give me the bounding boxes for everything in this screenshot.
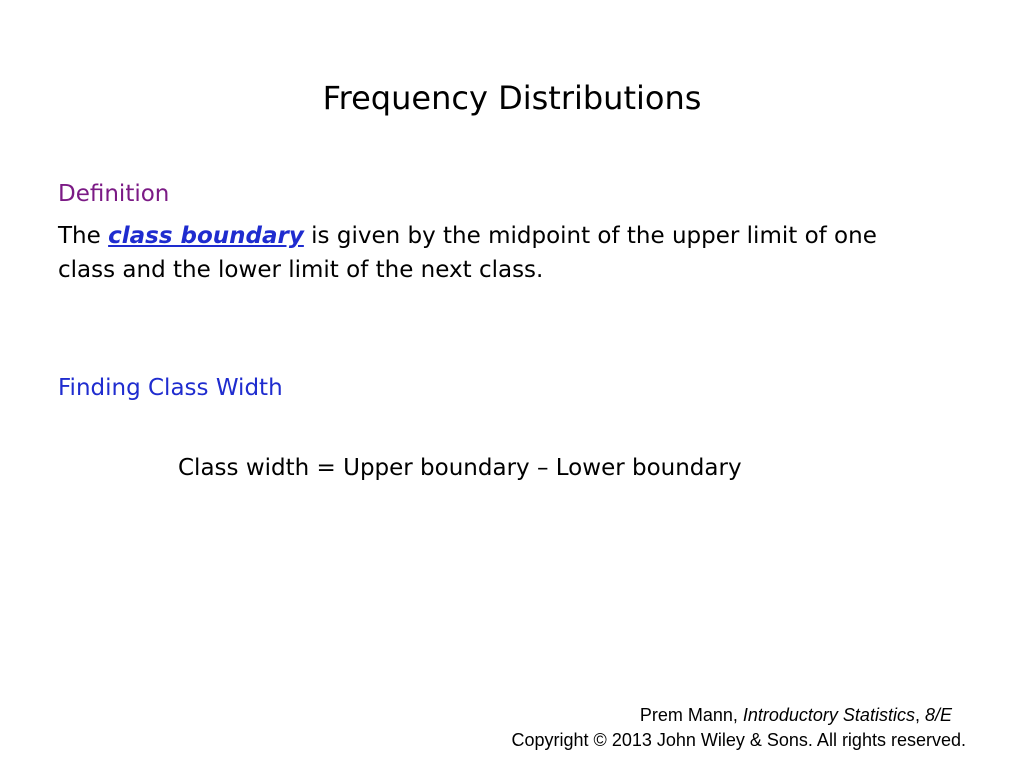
footer	[512, 703, 966, 753]
copyright-line: Copyright © 2013 John Wiley & Sons. All rights reserved.	[511, 730, 966, 750]
citation-separator: ,	[914, 705, 925, 725]
definition-line2: class and the lower limit of the next class.	[58, 257, 544, 283]
slide-title: Frequency Distributions	[322, 79, 702, 117]
definition-text	[58, 219, 888, 287]
citation-edition: 8/E	[924, 705, 952, 725]
definition-line1-rest: is given by the midpoint of the upper limit of one	[303, 223, 877, 249]
citation-line	[512, 703, 966, 728]
definition-prefix: The	[58, 223, 109, 249]
section-heading: Finding Class Width	[58, 375, 283, 401]
definition-label: Definition	[58, 181, 170, 207]
class-width-formula: Class width = Upper boundary – Lower boundary	[178, 455, 742, 481]
citation-book-title: Introductory Statistics	[742, 705, 915, 725]
definition-term: class boundary	[108, 223, 304, 249]
citation-author: Prem Mann,	[639, 705, 743, 725]
